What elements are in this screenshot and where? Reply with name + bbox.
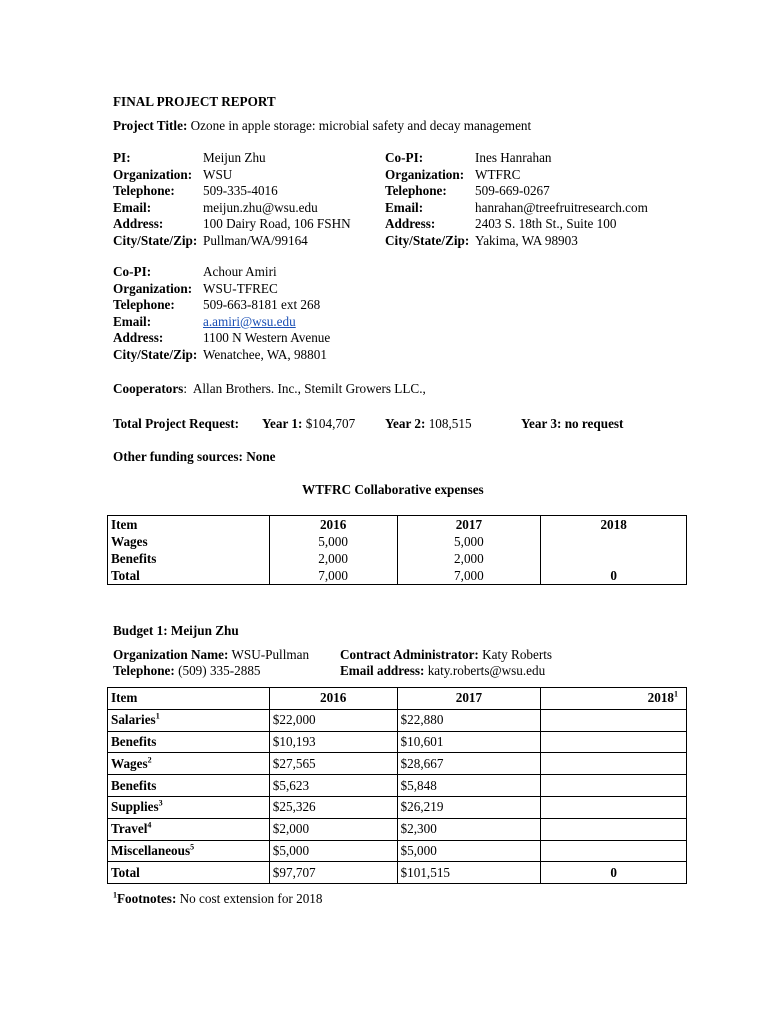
- budget1-telephone: Telephone: (509) 335-2885: [113, 663, 261, 678]
- table-row: Item 2016 2017 2018: [108, 516, 687, 534]
- table-row: Benefits 2,000 2,000: [108, 550, 687, 567]
- table-row: Supplies$^3$ $25,326 $26,219: [108, 796, 687, 818]
- table-row: Salaries$^1$ $22,000 $22,880: [108, 709, 687, 731]
- collab-title: WTFRC Collaborative expenses: [302, 482, 484, 497]
- pi-block: PI: Meijun Zhu Organization: WSU Telephone: 509-335-4016 Email: meijun.zhu@wsu.edu Address: 100 Dairy Road, 106 FSHN City/State/Zip: Pullman/WA/99164: [113, 150, 351, 248]
- table-row: Item 2016 2017 2018$^1$: [108, 688, 687, 710]
- report-title: FINAL PROJECT REPORT: [113, 94, 276, 109]
- budget1-title: Budget 1: Meijun Zhu: [113, 623, 239, 638]
- request-year1: Year 1: $104,707: [262, 416, 356, 431]
- budget1-email: Email address: katy.roberts@wsu.edu: [340, 663, 546, 678]
- table-row: Benefits $10,193 $10,601: [108, 731, 687, 753]
- table-row: Benefits $5,623 $5,848: [108, 775, 687, 797]
- budget1-admin: Contract Administrator: Katy Roberts: [340, 647, 553, 662]
- budget1-table: [107, 687, 687, 884]
- request-year2: Year 2: 108,515: [385, 416, 472, 431]
- footnote: $^1$Footnotes: No cost extension for 2018: [113, 890, 323, 906]
- table-row: Wages 5,000 5,000: [108, 533, 687, 550]
- other-funding: Other funding sources: None: [113, 449, 276, 464]
- table-row: Total $97,707 $101,515 0: [108, 862, 687, 884]
- cooperators: Cooperators: Allan Brothers. Inc., Stemilt Growers LLC.,: [113, 381, 426, 396]
- table-row: Total 7,000 7,000 0: [108, 567, 687, 585]
- copi-amiri-block: Co-PI: Achour Amiri Organization: WSU-TFREC Telephone: 509-663-8181 ext 268 Email: a.amiri@wsu.edu Address: 1100 N Western Avenue City/State/Zip: Wenatchee, WA, 98801: [113, 264, 331, 362]
- collab-table: [107, 515, 687, 585]
- table-row: Miscellaneous$^5$ $5,000 $5,000: [108, 840, 687, 862]
- budget1-org: Organization Name: WSU-Pullman: [113, 647, 310, 662]
- project-title: Project Title: Ozone in apple storage: microbial safety and decay management: [113, 118, 532, 133]
- email-link[interactable]: a.amiri@wsu.edu: [203, 313, 296, 329]
- copi-hanrahan-block: Co-PI: Ines Hanrahan Organization: WTFRC Telephone: 509-669-0267 Email: hanrahan@treefruitresearch.com Address: 2403 S. 18th St., Suite 100 City/State/Zip: Yakima, WA 98903: [385, 150, 648, 248]
- table-row: Wages$^2$ $27,565 $28,667: [108, 753, 687, 775]
- request-year3: Year 3: no request: [521, 416, 624, 431]
- total-project-request: Total Project Request:: [113, 416, 239, 431]
- table-row: Travel$^4$ $2,000 $2,300: [108, 818, 687, 840]
